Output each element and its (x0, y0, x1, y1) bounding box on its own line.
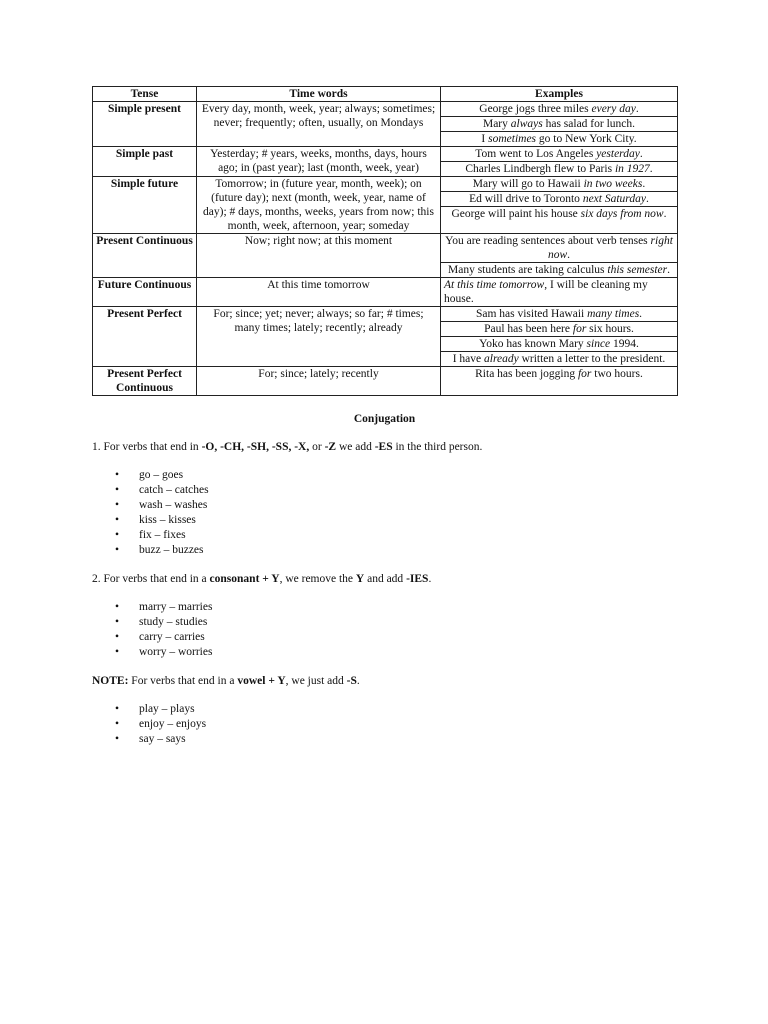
examples-cell (441, 177, 678, 234)
example-sentence (441, 207, 677, 221)
bullet-icon: • (115, 631, 120, 643)
example-time-word: many times (587, 308, 640, 320)
list-item (92, 732, 677, 747)
list-item-text: fix – fixes (139, 529, 186, 541)
rule-1-intro: 1. For verbs that end in (92, 441, 202, 453)
example-text-end: written a letter to the president. (518, 353, 666, 365)
example-time-word: sometimes (488, 133, 537, 145)
time-words: Every day, month, week, year; always; sometimes; never; frequently; often, usually, on Mondays (197, 102, 441, 147)
header-examples: Examples (441, 87, 678, 102)
list-item (92, 483, 677, 498)
examples-cell (441, 102, 678, 147)
example-text-end: . (663, 208, 667, 220)
example-time-word: six days from now (580, 208, 664, 220)
example-sentence (441, 147, 677, 162)
conjugation-title: Conjugation (353, 413, 416, 425)
example-time-word: for (577, 368, 592, 380)
example-text: Sam has visited Hawaii (475, 308, 588, 320)
example-time-word: next Saturday (582, 193, 646, 205)
list-item (92, 498, 677, 513)
rule-1-es: -ES (374, 441, 393, 453)
list-item-text: catch – catches (139, 484, 209, 496)
example-sentence (441, 132, 677, 146)
verb-tense-table (92, 86, 678, 396)
note-add: , we just add (285, 675, 347, 687)
example-time-word: always (510, 118, 543, 130)
example-text-end: . (639, 148, 643, 160)
rule-1-list (92, 468, 677, 558)
bullet-icon: • (115, 616, 120, 628)
bullet-icon: • (115, 544, 120, 556)
example-text-end: 1994. (610, 338, 639, 350)
note-intro: For verbs that end in a (128, 675, 238, 687)
note-list (92, 702, 677, 747)
example-sentence (441, 192, 677, 207)
bullet-icon: • (115, 484, 120, 496)
table-row (93, 102, 678, 147)
bullet-icon: • (115, 514, 120, 526)
list-item-text: wash – washes (139, 499, 208, 511)
example-text-end: two hours. (591, 368, 643, 380)
document-page (92, 86, 677, 747)
note-vowel: vowel + Y (237, 675, 286, 687)
example-sentence (441, 234, 677, 263)
tense-name: Present Perfect Continuous (93, 367, 197, 396)
examples-cell (441, 234, 678, 278)
note-label: NOTE: (92, 675, 129, 687)
list-item-text: kiss – kisses (139, 514, 196, 526)
examples-cell (441, 147, 678, 177)
list-item (92, 468, 677, 483)
example-text-end: . (649, 163, 653, 175)
bullet-icon: • (115, 499, 120, 511)
list-item (92, 645, 677, 660)
list-item (92, 513, 677, 528)
list-item-text: carry – carries (139, 631, 205, 643)
example-text: Tom went to Los Angeles (475, 148, 597, 160)
example-text: Charles Lindbergh flew to Paris (465, 163, 615, 175)
table-row (93, 278, 678, 307)
example-time-word: At this time tomorrow (444, 279, 545, 291)
time-words: For; since; yet; never; always; so far; # times; many times; lately; recently; already (197, 307, 441, 367)
list-item-text: play – plays (139, 703, 195, 715)
list-item (92, 528, 677, 543)
example-time-word: yesterday (596, 148, 640, 160)
note-s: -S (346, 675, 357, 687)
rule-2-y: Y (355, 573, 365, 585)
example-text: I (481, 133, 489, 145)
list-item (92, 630, 677, 645)
list-item-text: say – says (139, 733, 186, 745)
example-time-word: every day (591, 103, 636, 115)
rule-1-text (92, 440, 677, 454)
example-text-end: . (642, 178, 646, 190)
time-words: For; since; lately; recently (197, 367, 441, 396)
tense-name: Simple past (93, 147, 197, 177)
example-text: I have (452, 353, 484, 365)
bullet-icon: • (115, 733, 120, 745)
rule-1-endings: -O, -CH, -SH, -SS, -X, (201, 441, 310, 453)
list-item (92, 702, 677, 717)
time-words: Yesterday; # years, weeks, months, days, hours ago; in (past year); last (month, week, year) (197, 147, 441, 177)
list-item (92, 600, 677, 615)
example-text: You are reading sentences about verb tenses (445, 235, 651, 247)
example-text: Mary (482, 118, 511, 130)
examples-cell (441, 278, 678, 307)
example-text: Paul has been here (484, 323, 573, 335)
list-item (92, 717, 677, 732)
bullet-icon: • (115, 601, 120, 613)
bullet-icon: • (115, 646, 120, 658)
list-item-text: enjoy – enjoys (139, 718, 207, 730)
bullet-icon: • (115, 469, 120, 481)
example-text-end: six hours. (586, 323, 634, 335)
table-row (93, 307, 678, 367)
example-sentence (441, 337, 677, 352)
rule-2-add: and add (364, 573, 407, 585)
example-text-end: , I will be cleaning my house. (444, 279, 648, 305)
bullet-icon: • (115, 703, 120, 715)
example-time-word: since (586, 338, 611, 350)
rule-1-add: we add (336, 441, 375, 453)
table-row (93, 147, 678, 177)
example-text-end: . (567, 249, 571, 261)
tense-name: Simple future (93, 177, 197, 234)
rule-2-ies: -IES (406, 573, 429, 585)
example-sentence (441, 117, 677, 132)
example-time-word: for (572, 323, 587, 335)
bullet-icon: • (115, 529, 120, 541)
example-sentence (441, 162, 677, 176)
example-time-word: already (484, 353, 519, 365)
example-text-end: . (645, 193, 649, 205)
rule-2-text (92, 572, 677, 586)
example-sentence (441, 352, 677, 366)
example-text-end: go to New York City. (536, 133, 637, 145)
list-item-text: study – studies (139, 616, 208, 628)
rule-1-z: -Z (324, 441, 337, 453)
example-sentence (441, 367, 677, 381)
example-text: Rita has been jogging (475, 368, 578, 380)
table-header-row (93, 87, 678, 102)
tense-name: Simple present (93, 102, 197, 147)
time-words: Tomorrow; in (future year, month, week); on (future day); next (month, week, year, name of day); # days, months, weeks, years from now; this month, week, afternoon, year; someday (197, 177, 441, 234)
rule-2-intro: 2. For verbs that end in a (92, 573, 210, 585)
tense-name: Present Perfect (93, 307, 197, 367)
list-item (92, 615, 677, 630)
example-text: George will paint his house (451, 208, 581, 220)
header-tense: Tense (93, 87, 197, 102)
rule-1-tail: in the third person. (392, 441, 483, 453)
example-text-end: . (639, 308, 643, 320)
list-item (92, 543, 677, 558)
example-text: Mary will go to Hawaii (472, 178, 584, 190)
example-text-end: . (667, 264, 670, 276)
list-item-text: marry – marries (139, 601, 213, 613)
example-time-word: this semester (607, 264, 668, 276)
example-text: Many students are taking calculus (448, 264, 608, 276)
table-body (93, 102, 678, 396)
example-sentence (441, 177, 677, 192)
example-time-word: in 1927 (614, 163, 650, 175)
time-words: At this time tomorrow (197, 278, 441, 307)
example-text: Ed will drive to Toronto (469, 193, 583, 205)
list-item-text: buzz – buzzes (139, 544, 204, 556)
bullet-icon: • (115, 718, 120, 730)
table-row (93, 177, 678, 234)
example-sentence (441, 322, 677, 337)
examples-cell (441, 307, 678, 367)
table-row (93, 367, 678, 396)
time-words: Now; right now; at this moment (197, 234, 441, 278)
rule-2-tail: . (428, 573, 432, 585)
example-time-word: right now (547, 235, 673, 261)
note-tail: . (356, 675, 360, 687)
example-text: George jogs three miles (479, 103, 592, 115)
table-row (93, 234, 678, 278)
note-text (92, 674, 677, 688)
example-sentence (441, 307, 677, 322)
examples-cell (441, 367, 678, 396)
rule-2-remove: , we remove the (279, 573, 356, 585)
example-text-end: has salad for lunch. (542, 118, 636, 130)
tense-name: Present Continuous (93, 234, 197, 278)
example-sentence (441, 102, 677, 117)
list-item-text: worry – worries (139, 646, 213, 658)
example-text: Yoko has known Mary (479, 338, 587, 350)
example-time-word: in two weeks (583, 178, 643, 190)
example-text-end: . (635, 103, 639, 115)
example-sentence (441, 278, 677, 306)
example-sentence (441, 263, 677, 277)
list-item-text: go – goes (139, 469, 184, 481)
rule-2-consonant: consonant + Y (209, 573, 280, 585)
rule-1-or: or (309, 441, 325, 453)
rule-2-list (92, 600, 677, 660)
tense-name: Future Continuous (93, 278, 197, 307)
header-time-words: Time words (197, 87, 441, 102)
